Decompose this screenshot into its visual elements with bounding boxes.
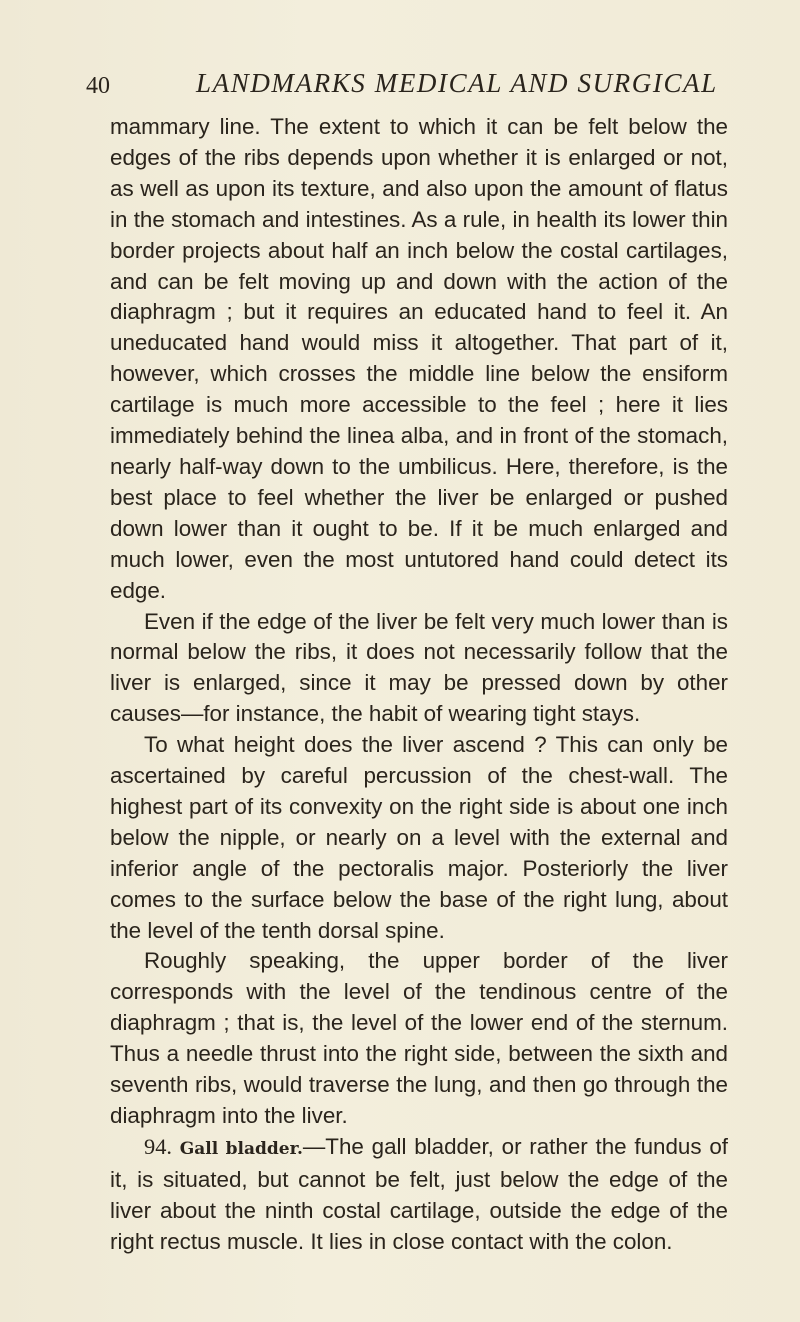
section-text: —The gall bladder, or rather the fundus of it, is situated, but cannot be felt, just below the edge of the liver about the ninth costal cartilage, outside the edge of the right rectus muscle. It lies in close contact with the colon.: [110, 1133, 728, 1254]
running-head: LANDMARKS MEDICAL AND SURGICAL: [196, 68, 718, 98]
page-number: 40: [86, 73, 110, 99]
page-header: [86, 68, 726, 104]
paragraph-liver-height: To what height does the liver ascend ? This can only be ascertained by careful percussion of the chest-wall. The highest part of its convexity on the right side is about one inch below the nipple, or nearly on a level with the external and inferior angle of the pectoralis major. Posteriorly the liver comes to the surface below the base of the right lung, about the level of the tenth dorsal spine.: [110, 732, 728, 943]
section-number: 94.: [144, 1133, 172, 1159]
section-heading: Gall bladder.: [179, 1138, 303, 1159]
paragraph-upper-border: Roughly speaking, the upper border of the liver corresponds with the level of the tendinous centre of the diaphragm ; that is, the level of the lower end of the sternum. Thus a needle thrust into the right side, between the sixth and seventh ribs, would traverse the lung, and then go through the diaphragm into the liver.: [110, 948, 728, 1128]
paragraph-gall-bladder: [110, 1132, 728, 1258]
paragraph-liver-lower: Even if the edge of the liver be felt very much lower than is normal below the ribs, it does not necessarily follow that the liver is enlarged, since it may be pressed down by other causes—for instance, the habit of wearing tight stays.: [110, 608, 728, 727]
paragraph-liver-edge: mammary line. The extent to which it can be felt below the edges of the ribs depends upon whether it is enlarged or not, as well as upon its texture, and also upon the amount of flatus in the stomach and intestines. As a rule, in health its lower thin border projects about half an inch below the costal cartilages, and can be felt moving up and down with the action of the diaphragm ; but it requires an educated hand to feel it. An uneducated hand would miss it altogether. That part of it, however, which crosses the middle line below the ensiform cartilage is much more accessible to the feel ; here it lies immediately behind the linea alba, and in front of the stomach, nearly half-way down to the umbilicus. Here, therefore, is the best place to feel whether the liver be enlarged or pushed down lower than it ought to be. If it be much enlarged and much lower, even the most untutored hand could detect its edge.: [110, 114, 728, 603]
body-text: [110, 112, 728, 1258]
